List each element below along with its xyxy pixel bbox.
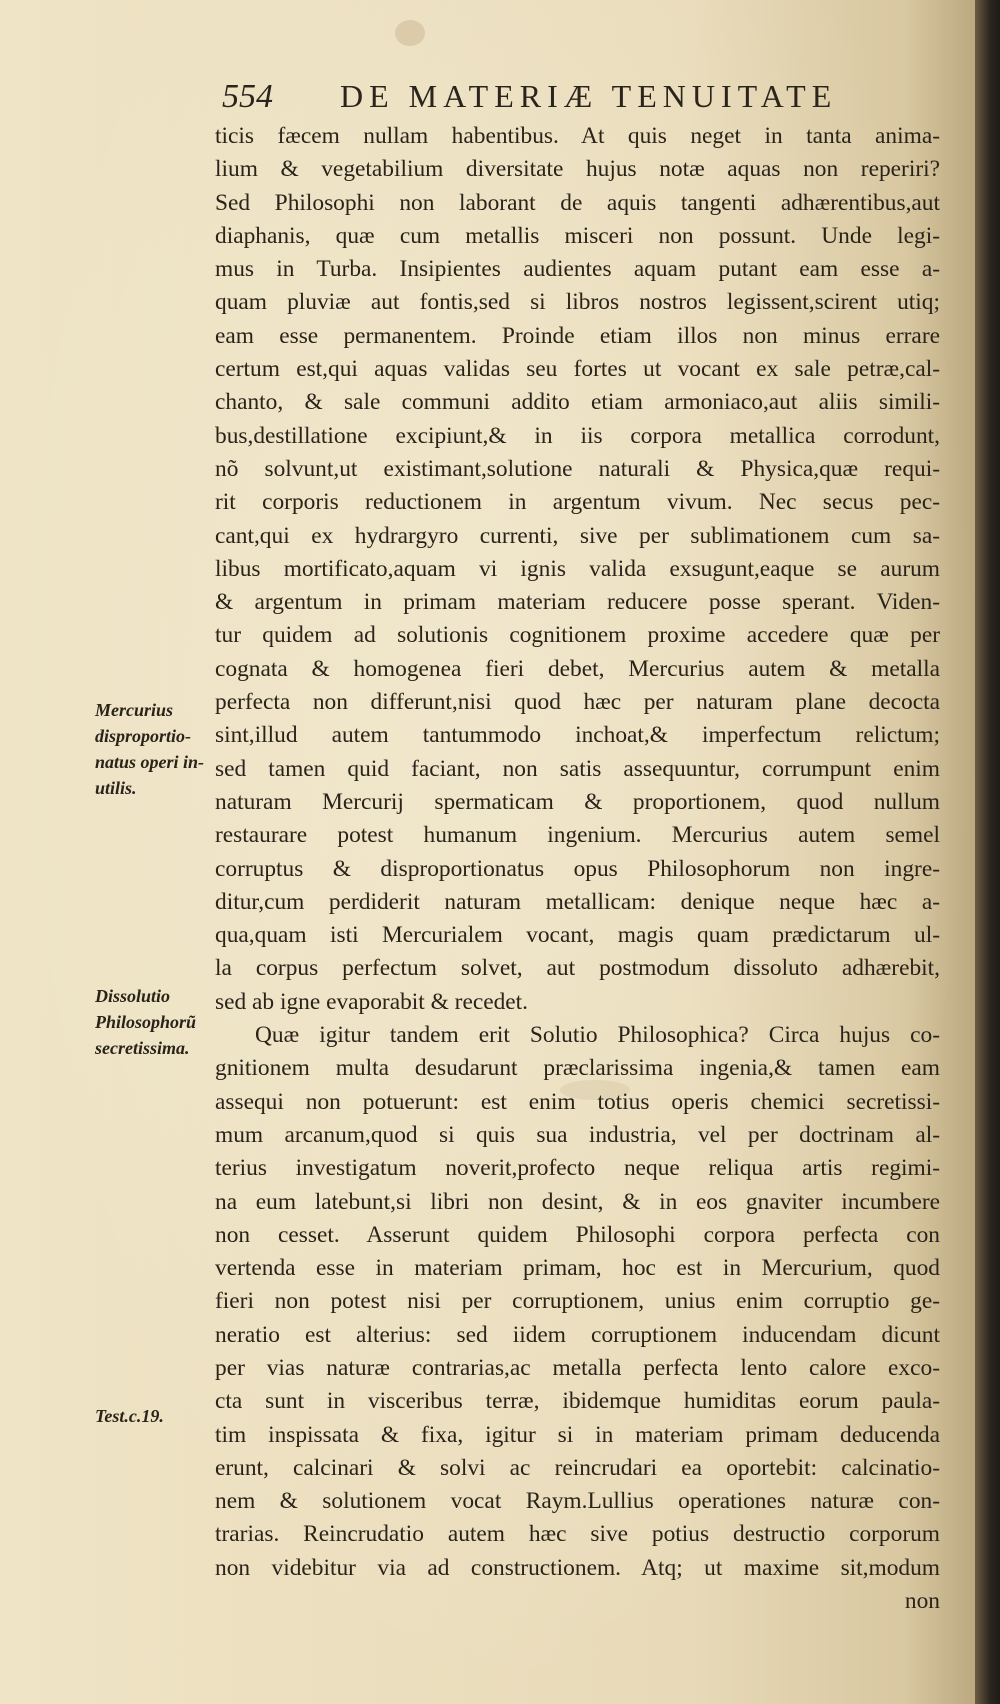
text-line: mum arcanum,quod si quis sua industria, vel per doctrinam al- [215, 1121, 940, 1148]
text-line: nem & solutionem vocat Raym.Lullius operationes naturæ con- [215, 1488, 940, 1515]
text-line: per vias naturæ contrarias,ac metalla perfecta lento calore exco- [215, 1354, 940, 1381]
margin-note-line: Mercurius [95, 700, 174, 720]
text-line: cant,qui ex hydrargyro currenti, sive per sublimationem cum sa- [215, 522, 940, 549]
text-line: perfecta non differunt,nisi quod hæc per naturam plane decocta [215, 689, 940, 716]
margin-note-testimony [95, 1403, 220, 1429]
text-line: sed tamen quid faciant, non satis assequuntur, corrumpunt enim [215, 755, 940, 782]
text-line: chanto, & sale communi addito etiam armoniaco,aut aliis simili- [215, 389, 940, 416]
text-line: certum est,qui aquas validas seu fortes ut vocant ex sale petræ,cal- [215, 356, 940, 383]
text-line: non [904, 1588, 940, 1615]
text-line: assequi non potuerunt: est enim totius operis chemici secretissi- [215, 1088, 940, 1115]
text-line: diaphanis, quæ cum metallis misceri non possunt. Unde legi- [215, 222, 940, 249]
text-line: tur quidem ad solutionis cognitionem proxime accedere quæ per [215, 622, 940, 649]
text-line: naturam Mercurij spermaticam & proportionem, quod nullum [215, 788, 940, 815]
text-line: sint,illud autem tantummodo inchoat,& imperfectum relictum; [215, 722, 940, 749]
text-line: tim inspissata & fixa, igitur si in materiam primam deducenda [215, 1421, 940, 1448]
text-line: vertenda esse in materiam primam, hoc est in Mercurium, quod [215, 1255, 940, 1282]
text-line: mus in Turba. Insipientes audientes aquam putant eam esse a- [215, 256, 940, 283]
text-line: rit corporis reductionem in argentum vivum. Nec secus pec- [215, 489, 940, 516]
text-line: quam pluviæ aut fontis,sed si libros nostros legissent,scirent utiq; [215, 289, 940, 316]
margin-note-line: secretissima. [95, 1038, 190, 1058]
page-number: 554 [222, 78, 273, 115]
running-title: DE MATERIÆ TENUITATE [340, 78, 838, 114]
text-line: trarias. Reincrudatio autem hæc sive potius destructio corporum [215, 1521, 940, 1548]
body-text [215, 120, 940, 1618]
text-line: eam esse permanentem. Proinde etiam illos non minus errare [215, 322, 940, 349]
text-line: non videbitur via ad constructionem. Atq; ut maxime sit,modum [215, 1554, 940, 1581]
text-line: erunt, calcinari & solvi ac reincrudari ea oportebit: calcinatio- [215, 1454, 940, 1481]
margin-note-line: Dissolutio [95, 986, 171, 1006]
text-line: cta sunt in visceribus terræ, ibidemque humiditas eorum paula- [215, 1388, 940, 1415]
margin-note-line: Test.c.19. [95, 1406, 164, 1426]
text-line: libus mortificato,aquam vi ignis valida exsugunt,eaque se aurum [215, 555, 940, 582]
text-line: qua,quam isti Mercurialem vocant, magis quam prædictarum ul- [215, 922, 940, 949]
margin-note-line: disproportio- [95, 726, 192, 746]
text-line: gnitionem multa desudarunt præclarissima ingenia,& tamen eam [215, 1055, 940, 1082]
text-line: non cesset. Asserunt quidem Philosophi corpora perfecta con [215, 1221, 940, 1248]
text-line: Sed Philosophi non laborant de aquis tangenti adhærentibus,aut [215, 189, 940, 216]
margin-note-line: Philosophorũ [95, 1012, 197, 1032]
page-stain [395, 20, 425, 46]
text-line: ticis fæcem nullam habentibus. At quis neget in tanta anima- [215, 123, 940, 149]
margin-note-line: natus operi in- [95, 752, 205, 772]
text-line: nõ solvunt,ut existimant,solutione naturali & Physica,quæ requi- [215, 455, 940, 482]
text-line: & argentum in primam materiam reducere posse sperant. Viden- [215, 589, 940, 616]
text-line: bus,destillatione excipiunt,& in iis corpora metallica corrodunt, [215, 422, 940, 449]
text-line: ditur,cum perdiderit naturam metallicam: denique neque hæc a- [215, 888, 940, 915]
text-line: lium & vegetabilium diversitate hujus notæ aquas non reperiri? [215, 156, 940, 183]
text-line: fieri non potest nisi per corruptionem, unius enim corruptio ge- [215, 1288, 940, 1315]
text-line: restaurare potest humanum ingenium. Mercurius autem semel [215, 822, 940, 849]
text-line: la corpus perfectum solvet, aut postmodum dissoluto adhærebit, [215, 955, 940, 982]
margin-note-dissolutio [95, 983, 220, 1061]
text-line: terius investigatum noverit,profecto neque reliqua artis regimi- [215, 1155, 940, 1182]
text-line: na eum latebunt,si libri non desint, & in eos gnaviter incumbere [215, 1188, 940, 1215]
text-line: neratio est alterius: sed iidem corruptionem inducendam dicunt [215, 1321, 940, 1348]
margin-note-mercurius [95, 697, 220, 801]
text-line: sed ab igne evaporabit & recedet. [215, 988, 529, 1015]
text-line: cognata & homogenea fieri debet, Mercurius autem & metalla [215, 655, 940, 682]
margin-note-line: utilis. [95, 778, 137, 798]
text-line: corruptus & disproportionatus opus Philosophorum non ingre- [215, 855, 940, 882]
book-gutter [975, 0, 1000, 1704]
text-line: Quæ igitur tandem erit Solutio Philosophica? Circa hujus co- [255, 1022, 940, 1049]
